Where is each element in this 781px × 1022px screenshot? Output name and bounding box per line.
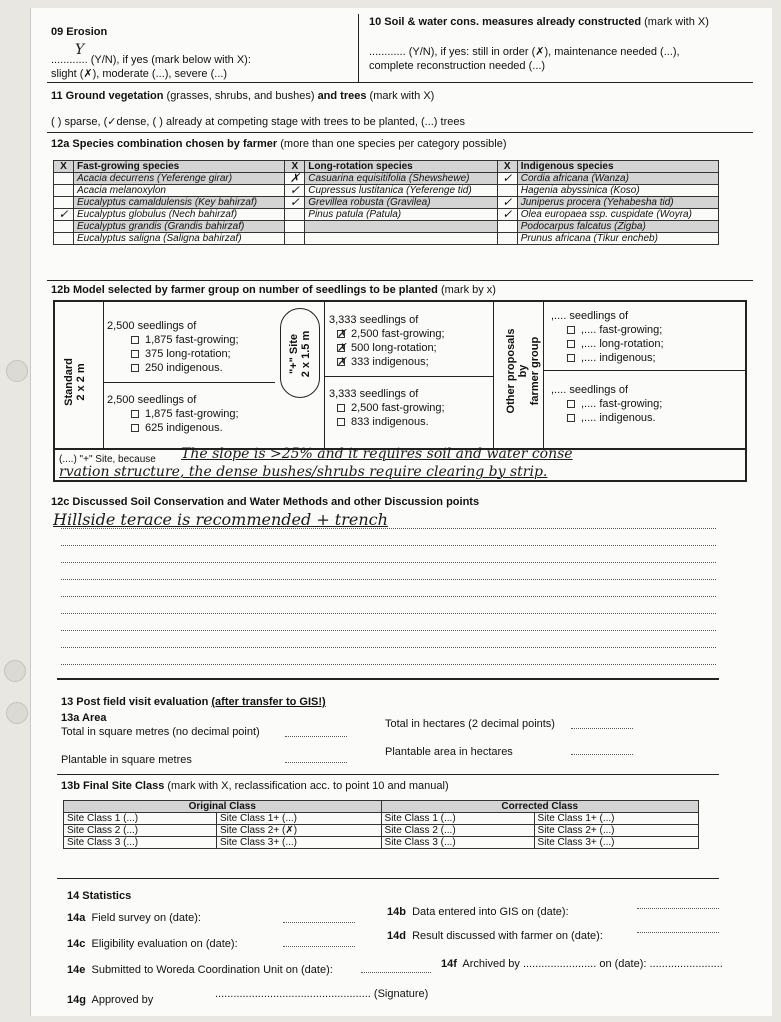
divider: [47, 132, 753, 133]
vegetation-options: ( ) sparse, (✓dense, ( ) already at competing stage with trees to be planted, (...) trees: [51, 116, 465, 128]
checkbox[interactable]: [131, 424, 139, 432]
mark-cell: [497, 221, 517, 233]
table-row: [54, 185, 719, 197]
sqm-plantable-field[interactable]: [285, 762, 347, 763]
erosion-yn-line: ............ (Y/N), if yes (mark below with X):: [51, 54, 251, 66]
divider: [47, 82, 753, 83]
section-12b-title: 12b Model selected by farmer group on number of seedlings to be planted (mark by x): [51, 284, 496, 296]
section-13b-title: 13b Final Site Class (mark with X, reclassification acc. to point 10 and manual): [61, 780, 449, 792]
site-class-cell[interactable]: Site Class 1 (...): [381, 813, 534, 825]
checkbox-mark: ✗: [337, 327, 347, 340]
std-a-head: 2,500 seedlings of: [107, 320, 197, 332]
other-a-line: ,.... indigenous;: [567, 352, 656, 365]
swc-status-line: ............ (Y/N), if yes: still in order (✗), maintenance needed (...),: [369, 46, 680, 58]
site-class-cell[interactable]: Site Class 3+ (...): [534, 837, 698, 849]
checkbox[interactable]: [567, 414, 575, 422]
mark-cell: [497, 233, 517, 245]
mark-cell: [54, 233, 74, 245]
species-cell: Cordia africana (Wanza): [517, 173, 718, 185]
section-10-title: 10 Soil & water cons. measures already constructed (mark with X): [369, 16, 709, 28]
plus-site-because-label: (....) "+" Site, because: [59, 454, 156, 465]
field-survey-date[interactable]: [283, 922, 355, 923]
site-class-cell[interactable]: Site Class 3 (...): [64, 837, 217, 849]
section-12a-title: 12a Species combination chosen by farmer (more than one species per category possible): [51, 138, 507, 150]
species-cell: Acacia melanoxylon: [74, 185, 285, 197]
punch-hole: [6, 360, 28, 382]
mark-cell: ✗: [285, 173, 305, 185]
punch-hole: [6, 702, 28, 724]
checkbox[interactable]: [567, 400, 575, 408]
approved-by-label: 14g Approved by: [67, 994, 154, 1006]
discussion-handwritten: Hillside terace is recommended + trench: [53, 510, 388, 529]
gis-entry-label: 14b Data entered into GIS on (date):: [387, 906, 569, 918]
col-header-x: X: [285, 161, 305, 173]
checkbox[interactable]: [131, 364, 139, 372]
col-header-x: X: [497, 161, 517, 173]
site-class-cell[interactable]: Site Class 2+ (...): [534, 825, 698, 837]
plus-b-line: 833 indigenous.: [337, 416, 429, 429]
site-class-cell[interactable]: Site Class 1+ (...): [534, 813, 698, 825]
site-class-cell[interactable]: Site Class 3+ (...): [217, 837, 382, 849]
writing-line: [61, 528, 716, 529]
checkbox[interactable]: [567, 326, 575, 334]
section-09-title: 09 Erosion: [51, 26, 108, 38]
section-13-title: 13 Post field visit evaluation (after transfer to GIS!): [61, 696, 326, 708]
mark-cell: [285, 233, 305, 245]
species-cell: Olea europaea ssp. cuspidate (Woyra): [517, 209, 718, 221]
checkbox[interactable]: [337, 418, 345, 426]
checkbox-mark: ✗: [337, 355, 347, 368]
section-12c-title: 12c Discussed Soil Conservation and Water Methods and other Discussion points: [51, 496, 480, 508]
checkbox[interactable]: [337, 341, 347, 354]
species-cell: Podocarpus falcatus (Zigba): [517, 221, 718, 233]
col-header-x: X: [54, 161, 74, 173]
col-header-long-rotation: Long-rotation species: [305, 161, 497, 173]
table-row: [54, 197, 719, 209]
mark-cell: ✓: [497, 173, 517, 185]
species-cell: Hagenia abyssinica (Koso): [517, 185, 718, 197]
divider: [57, 774, 719, 775]
mark-cell: ✓: [497, 197, 517, 209]
species-cell: Eucalyptus camaldulensis (Key bahirzaf): [74, 197, 285, 209]
gis-entry-date[interactable]: [637, 908, 719, 909]
checkbox[interactable]: [131, 410, 139, 418]
mark-cell: [285, 209, 305, 221]
std-b-line: 1,875 fast-growing;: [131, 408, 239, 421]
std-a-line: 250 indigenous.: [131, 362, 223, 375]
divider: [47, 280, 753, 281]
form-page: [30, 8, 772, 1016]
corrected-class-header: Corrected Class: [381, 801, 698, 813]
mark-cell: [54, 221, 74, 233]
checkbox[interactable]: [131, 336, 139, 344]
species-cell: Eucalyptus globulus (Nech bahirzaf): [74, 209, 285, 221]
table-row: [64, 813, 699, 825]
archived-label: 14f Archived by ........................ on (date): ........................: [441, 958, 723, 970]
section-11-title: 11 Ground vegetation (grasses, shrubs, and bushes) and trees (mark with X): [51, 90, 435, 102]
standard-label: Standard 2 x 2 m: [63, 358, 87, 406]
species-cell: Cupressus lustitanica (Yeferenge tid): [305, 185, 497, 197]
erosion-severity-line: slight (✗), moderate (...), severe (...): [51, 68, 228, 80]
section-14-title: 14 Statistics: [67, 890, 132, 902]
plus-site-reason-handwritten: rvation structure, the dense bushes/shrubs require clearing by strip.: [59, 464, 548, 480]
col-header-indigenous: Indigenous species: [517, 161, 718, 173]
species-cell: Eucalyptus saligna (Saligna bahirzaf): [74, 233, 285, 245]
other-b-head: ,.... seedlings of: [551, 384, 629, 396]
discussed-label: 14d Result discussed with farmer on (date):: [387, 930, 603, 942]
plus-a-head: 3,333 seedlings of: [329, 314, 419, 326]
species-cell: Acacia decurrens (Yeferenge girar): [74, 173, 285, 185]
writing-line: [61, 579, 716, 580]
std-b-head: 2,500 seedlings of: [107, 394, 197, 406]
writing-line: [61, 545, 716, 546]
checkbox[interactable]: [337, 404, 345, 412]
divider: [103, 302, 104, 448]
species-table: [53, 160, 719, 245]
writing-line: [61, 630, 716, 631]
swc-reconstruction-line: complete reconstruction needed (...): [369, 60, 546, 72]
checkbox[interactable]: [131, 350, 139, 358]
divider: [57, 678, 719, 680]
table-row: [54, 173, 719, 185]
divider: [543, 302, 544, 448]
plus-site-label: "+" Site 2 x 1.5 m: [288, 330, 312, 378]
mark-cell: ✓: [54, 209, 74, 221]
writing-line: [61, 613, 716, 614]
plus-a-line: ✗ 2,500 fast-growing;: [337, 327, 445, 340]
divider: [324, 376, 493, 377]
species-cell: Grevillea robusta (Gravilea): [305, 197, 497, 209]
mark-cell: ✓: [285, 197, 305, 209]
discussed-date[interactable]: [637, 932, 719, 933]
ha-total-field[interactable]: [571, 728, 633, 729]
plus-a-line: ✗ 333 indigenous;: [337, 355, 429, 368]
plus-b-line: 2,500 fast-growing;: [337, 402, 445, 415]
divider: [358, 14, 359, 82]
checkbox-mark: ✗: [337, 341, 347, 354]
divider: [324, 302, 325, 448]
sqm-total-label: Total in square metres (no decimal point): [61, 726, 260, 738]
table-row: [64, 825, 699, 837]
section-13a-title: 13a Area: [61, 712, 107, 724]
field-survey-label: 14a Field survey on (date):: [67, 912, 201, 924]
eligibility-date[interactable]: [283, 946, 355, 947]
site-class-cell[interactable]: Site Class 2 (...): [381, 825, 534, 837]
mark-cell: ✓: [285, 185, 305, 197]
mark-cell: [285, 221, 305, 233]
mark-cell: [54, 173, 74, 185]
mark-cell: ✓: [497, 209, 517, 221]
other-a-line: ,.... long-rotation;: [567, 338, 664, 351]
table-row: [64, 837, 699, 849]
species-cell: Casuarina equisitifolia (Shewshewe): [305, 173, 497, 185]
table-row: [54, 209, 719, 221]
other-a-head: ,.... seedlings of: [551, 310, 629, 322]
plus-site-reason-handwritten: The slope is >25% and it requires soil and water conse: [181, 446, 573, 462]
sqm-plantable-label: Plantable in square metres: [61, 754, 192, 766]
checkbox[interactable]: [567, 340, 575, 348]
punch-hole: [4, 660, 26, 682]
col-header-fast-growing: Fast-growing species: [74, 161, 285, 173]
other-b-line: ,.... fast-growing;: [567, 398, 662, 411]
checkbox[interactable]: [337, 355, 347, 368]
std-a-line: 375 long-rotation;: [131, 348, 231, 361]
writing-line: [61, 664, 716, 665]
species-cell: [305, 233, 497, 245]
plus-a-line: ✗ 500 long-rotation;: [337, 341, 437, 354]
divider: [57, 878, 719, 879]
site-class-cell[interactable]: Site Class 2+ (✗): [217, 825, 382, 837]
species-cell: Pinus patula (Patula): [305, 209, 497, 221]
woreda-submit-date[interactable]: [361, 972, 431, 973]
species-cell: Prunus africana (Tikur encheb): [517, 233, 718, 245]
site-class-cell[interactable]: Site Class 1+ (...): [217, 813, 382, 825]
std-b-line: 625 indigenous.: [131, 422, 223, 435]
signature-field[interactable]: ................................................... (Signature): [215, 988, 429, 1000]
site-class-cell[interactable]: Site Class 3 (...): [381, 837, 534, 849]
checkbox[interactable]: [337, 327, 347, 340]
eligibility-label: 14c Eligibility evaluation on (date):: [67, 938, 238, 950]
species-cell: Juniperus procera (Yehabesha tid): [517, 197, 718, 209]
site-class-table: [63, 800, 699, 849]
species-cell: Eucalyptus grandis (Grandis bahirzaf): [74, 221, 285, 233]
plus-b-head: 3,333 seedlings of: [329, 388, 419, 400]
mark-cell: [54, 185, 74, 197]
table-row: [54, 233, 719, 245]
original-class-header: Original Class: [64, 801, 382, 813]
writing-line: [61, 562, 716, 563]
woreda-submit-label: 14e Submitted to Woreda Coordination Unit on (date):: [67, 964, 333, 976]
ha-plantable-label: Plantable area in hectares: [385, 746, 513, 758]
checkbox[interactable]: [567, 354, 575, 362]
other-a-line: ,.... fast-growing;: [567, 324, 662, 337]
site-class-cell[interactable]: Site Class 2 (...): [64, 825, 217, 837]
writing-line: [61, 596, 716, 597]
divider: [543, 370, 747, 371]
table-row: [54, 221, 719, 233]
writing-line: [61, 647, 716, 648]
erosion-yn-handwritten: Y: [75, 42, 85, 58]
other-b-line: ,.... indigenous.: [567, 412, 656, 425]
other-proposals-label: Other proposals by farmer group: [505, 328, 541, 414]
ha-plantable-field[interactable]: [571, 754, 633, 755]
ha-total-label: Total in hectares (2 decimal points): [385, 718, 555, 730]
divider: [493, 302, 494, 448]
std-a-line: 1,875 fast-growing;: [131, 334, 239, 347]
sqm-total-field[interactable]: [285, 736, 347, 737]
site-class-cell[interactable]: Site Class 1 (...): [64, 813, 217, 825]
divider: [103, 382, 275, 383]
species-cell: [305, 221, 497, 233]
